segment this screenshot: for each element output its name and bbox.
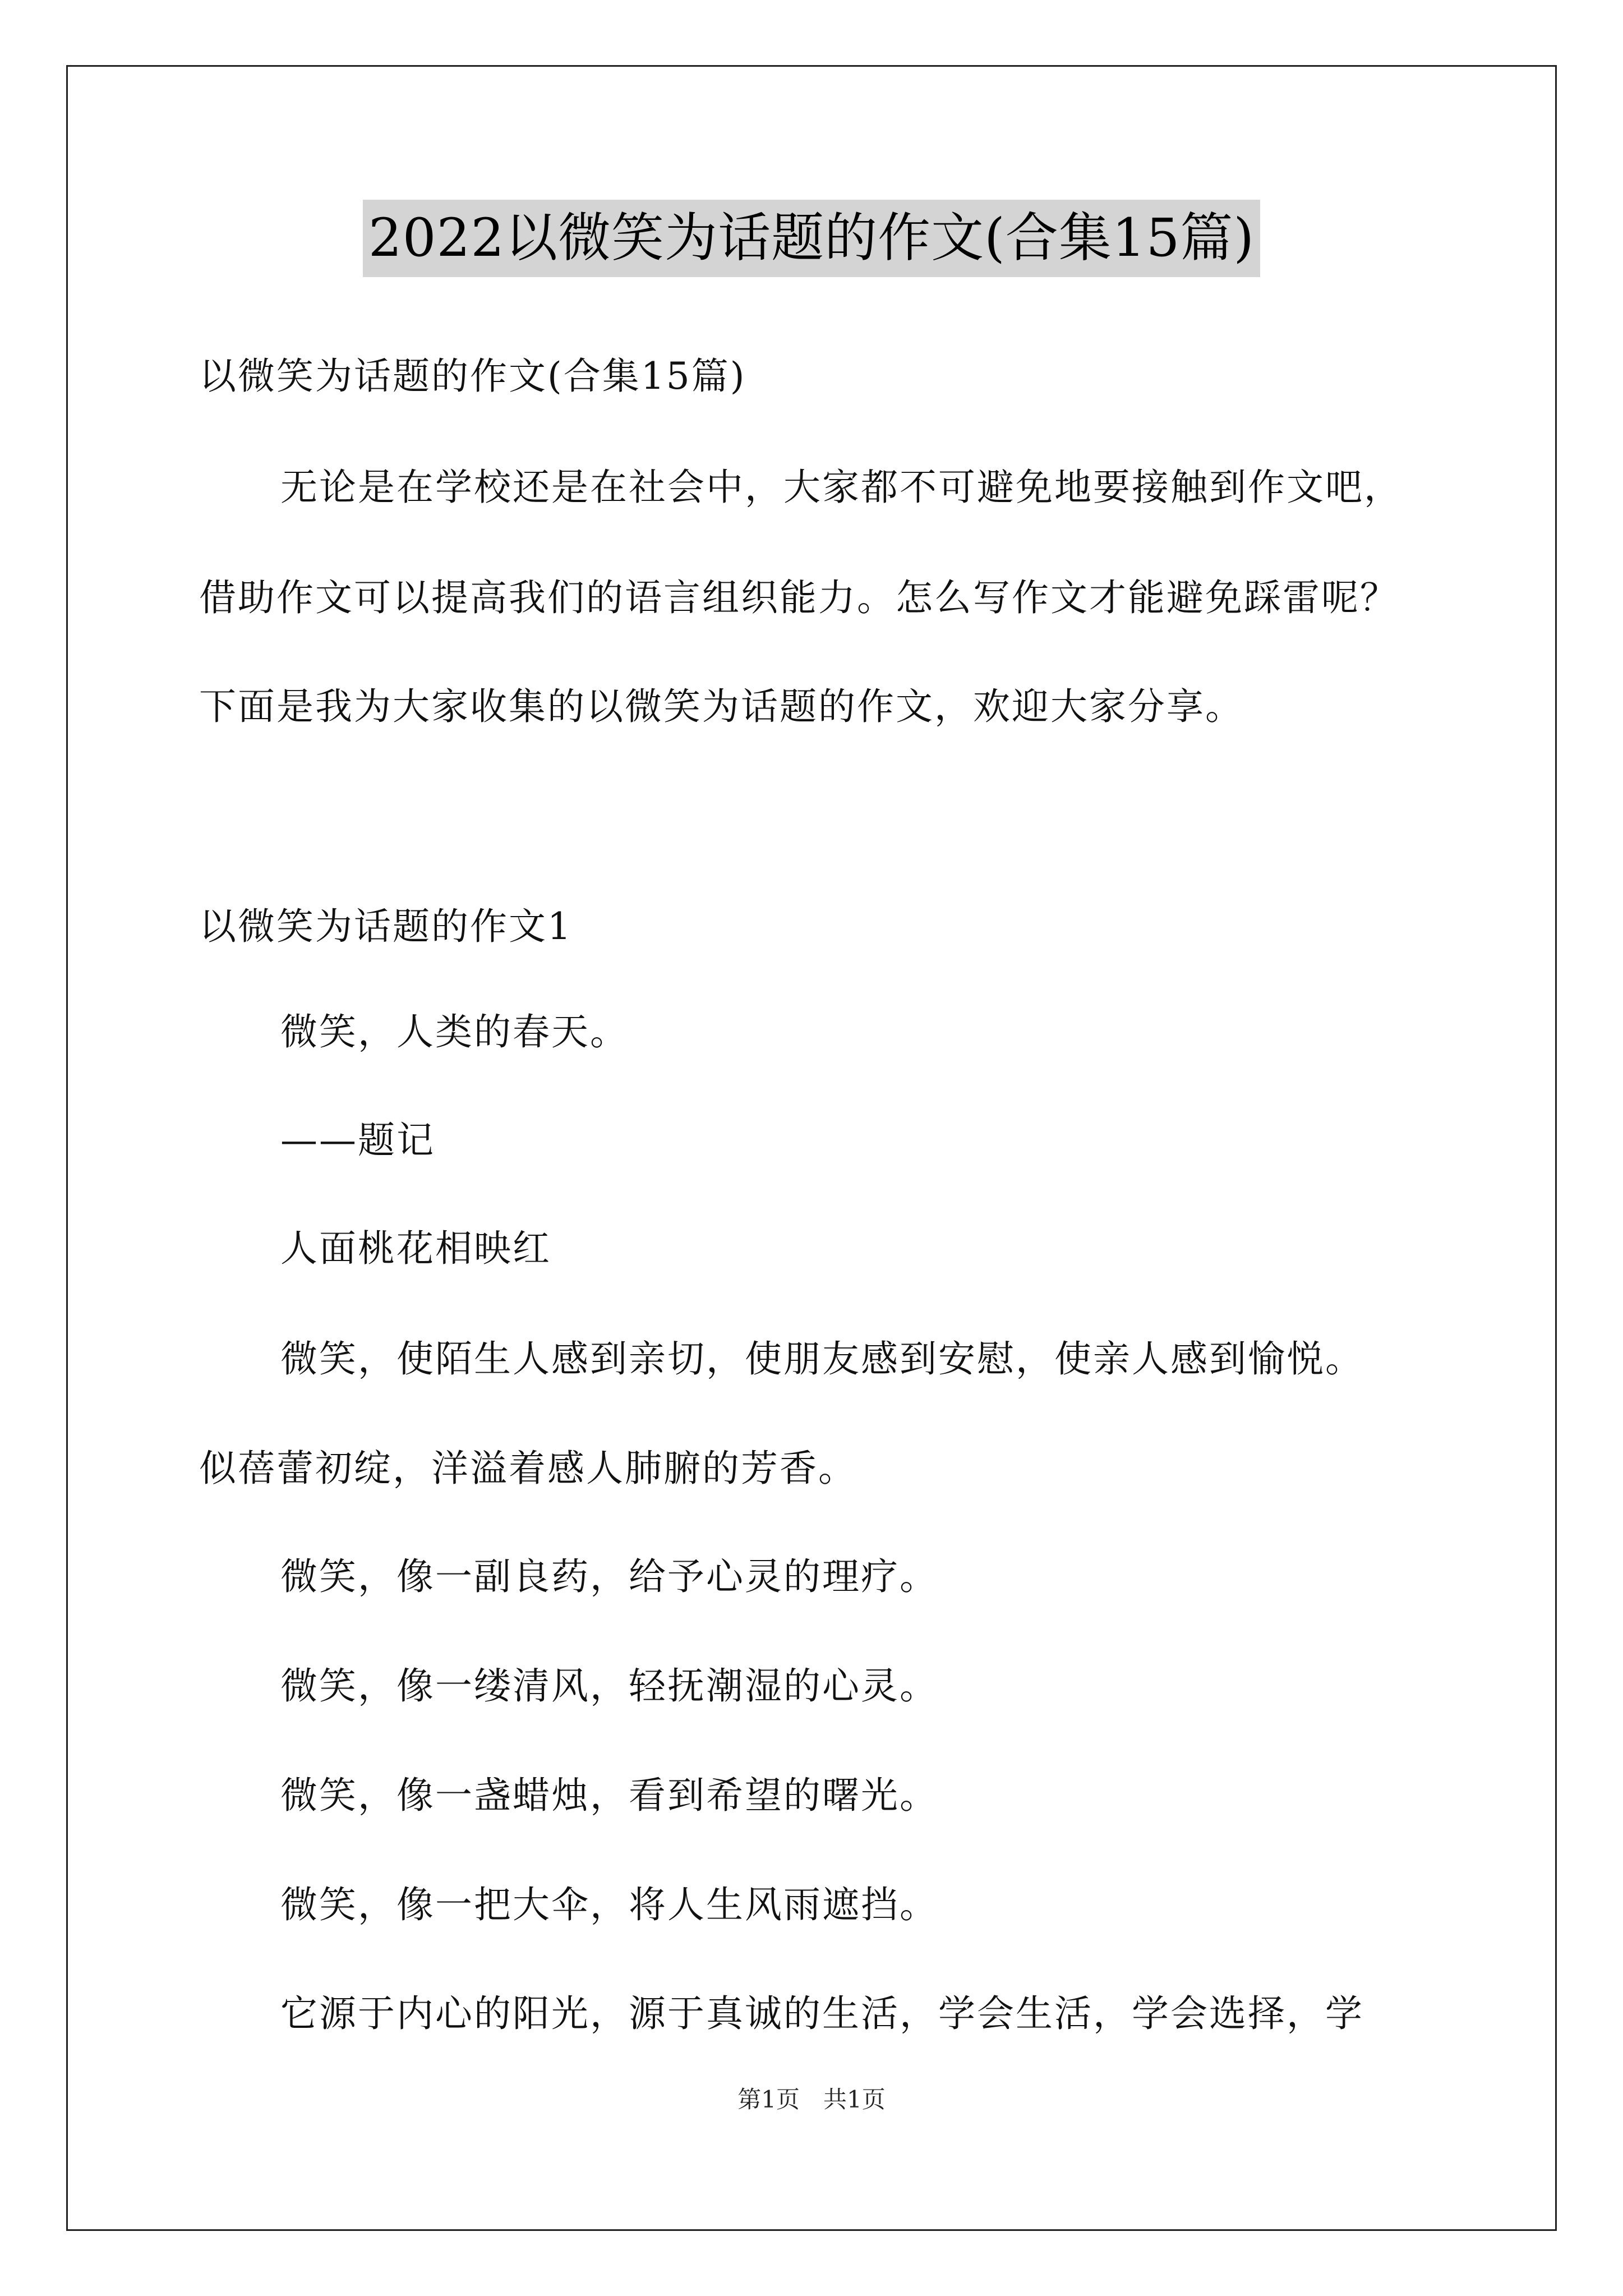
paragraph: 人面桃花相映红 (280, 1227, 551, 1270)
paragraph: 微笑，像一副良药，给予心灵的理疗。 (280, 1555, 938, 1598)
paragraph: ——题记 (280, 1119, 435, 1162)
document-subtitle: 以微笑为话题的作文(合集15篇) (199, 355, 746, 398)
paragraph: 它源于内心的阳光，源于真诚的生活，学会生活，学会选择，学 (280, 1992, 1364, 2035)
intro-line-2: 借助作文可以提高我们的语言组织能力。怎么写作文才能避免踩雷呢？ (199, 576, 1399, 619)
intro-line-1: 无论是在学校还是在社会中，大家都不可避免地要接触到作文吧， (280, 466, 1403, 509)
paragraph: 微笑，像一把大伞，将人生风雨遮挡。 (280, 1883, 938, 1926)
paragraph: 微笑，使陌生人感到亲切，使朋友感到安慰，使亲人感到愉悦。 (280, 1337, 1364, 1381)
paragraph: 微笑，像一缕清风，轻抚潮湿的心灵。 (280, 1664, 938, 1708)
essay-heading: 以微笑为话题的作文1 (199, 905, 573, 948)
paragraph: 微笑，像一盏蜡烛，看到希望的曙光。 (280, 1774, 938, 1817)
page-footer: 第1页 共1页 (737, 2086, 886, 2113)
title-container (0, 200, 1623, 277)
document-title: 2022以微笑为话题的作文(合集15篇) (363, 200, 1260, 277)
paragraph-continuation: 似蓓蕾初绽，洋溢着感人肺腑的芳香。 (199, 1447, 857, 1490)
paragraph: 微笑，人类的春天。 (280, 1010, 629, 1053)
intro-line-3: 下面是我为大家收集的以微笑为话题的作文，欢迎大家分享。 (199, 685, 1244, 728)
